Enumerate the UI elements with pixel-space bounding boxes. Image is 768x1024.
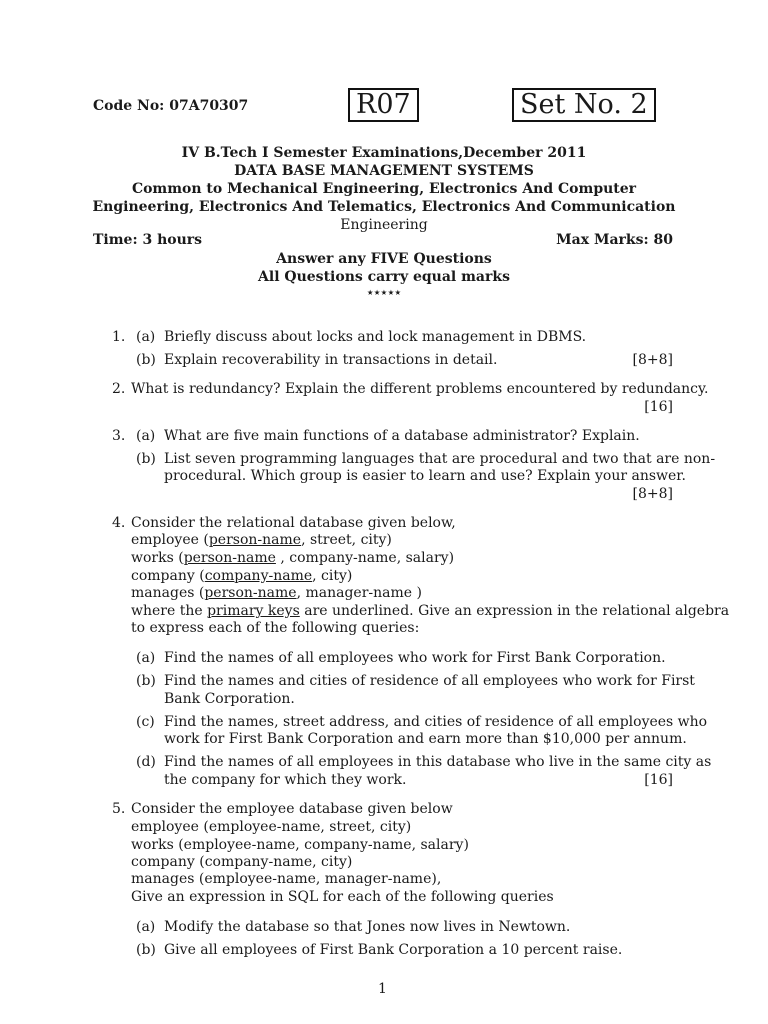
part-text: Find the names, street address, and cities of residence of all employees who <box>164 714 708 730</box>
part-label: (b) <box>136 451 156 467</box>
max-marks: Max Marks: 80 <box>556 232 673 248</box>
question-where-line-2: to express each of the following queries: <box>131 620 420 636</box>
schema-line: works (employee-name, company-name, salary) <box>131 837 469 853</box>
part-text: the company for which they work. <box>164 772 407 788</box>
part-text: Bank Corporation. <box>164 691 295 707</box>
schema-manages: manages (person-name, manager-name ) <box>131 585 422 601</box>
part-text: List seven programming languages that are procedural and two that are non- <box>164 451 716 467</box>
part-text: Explain recoverability in transactions in detail. <box>164 352 498 368</box>
question-number: 4. <box>112 515 126 531</box>
exam-title: IV B.Tech I Semester Examinations,December 2011 <box>181 145 587 161</box>
question-text: What is redundancy? Explain the different problems encountered by redundancy. <box>131 381 709 397</box>
marks: [8+8] <box>632 486 673 502</box>
question-number: 1. <box>112 329 126 345</box>
instructions <box>90 250 678 300</box>
stars-divider: ⋆⋆⋆⋆⋆ <box>366 286 402 299</box>
part-label: (b) <box>136 673 156 689</box>
marks: [16] <box>644 772 673 788</box>
part-text: Find the names of all employees in this database who live in the same city as <box>164 754 712 770</box>
common-to-line-3: Engineering <box>340 217 428 233</box>
part-text: Give all employees of First Bank Corporation a 10 percent raise. <box>164 942 623 958</box>
schema-line: employee (employee-name, street, city) <box>131 819 412 835</box>
question-intro: Consider the relational database given below, <box>131 515 456 531</box>
part-text: work for First Bank Corporation and earn more than $10,000 per annum. <box>164 731 687 747</box>
schema-line: manages (employee-name, manager-name), <box>131 871 442 887</box>
part-text: Find the names of all employees who work for First Bank Corporation. <box>164 650 666 666</box>
schema-line: company (company-name, city) <box>131 854 353 870</box>
schema-works: works (person-name , company-name, salary) <box>131 550 455 566</box>
set-number-box: Set No. 2 <box>512 88 656 122</box>
part-label: (a) <box>136 428 156 444</box>
instruction-2: All Questions carry equal marks <box>258 269 510 285</box>
question-instruction: Give an expression in SQL for each of the following queries <box>131 889 554 905</box>
question-where: where the primary keys are underlined. Give an expression in the relational algebra <box>131 603 730 619</box>
part-label: (c) <box>136 714 155 730</box>
part-text: Modify the database so that Jones now lives in Newtown. <box>164 919 571 935</box>
time-allowed: Time: 3 hours <box>93 232 203 248</box>
marks: [8+8] <box>632 352 673 368</box>
subject-title: DATA BASE MANAGEMENT SYSTEMS <box>234 163 534 179</box>
schema-company: company (company-name, city) <box>131 568 353 584</box>
common-to-line-2: Engineering, Electronics And Telematics, Electronics And Communication <box>92 199 676 215</box>
exam-header <box>90 144 678 234</box>
schema-employee: employee (person-name, street, city) <box>131 532 392 548</box>
part-text: What are five main functions of a database administrator? Explain. <box>164 428 640 444</box>
part-label: (b) <box>136 352 156 368</box>
part-label: (a) <box>136 919 156 935</box>
question-number: 3. <box>112 428 126 444</box>
common-to-line-1: Common to Mechanical Engineering, Electronics And Computer <box>131 181 637 197</box>
part-label: (b) <box>136 942 156 958</box>
part-text: procedural. Which group is easier to learn and use? Explain your answer. <box>164 468 686 484</box>
question-number: 2. <box>112 381 126 397</box>
part-text: Briefly discuss about locks and lock management in DBMS. <box>164 329 587 345</box>
marks: [16] <box>644 399 673 415</box>
instruction-1: Answer any FIVE Questions <box>276 251 492 267</box>
part-label: (d) <box>136 754 156 770</box>
part-label: (a) <box>136 329 156 345</box>
page-number: 1 <box>378 981 387 997</box>
regulation-box: R07 <box>348 88 419 122</box>
part-text: Find the names and cities of residence of all employees who work for First <box>164 673 695 689</box>
part-label: (a) <box>136 650 156 666</box>
question-intro: Consider the employee database given below <box>131 801 453 817</box>
code-number: Code No: 07A70307 <box>93 98 249 114</box>
question-number: 5. <box>112 801 126 817</box>
